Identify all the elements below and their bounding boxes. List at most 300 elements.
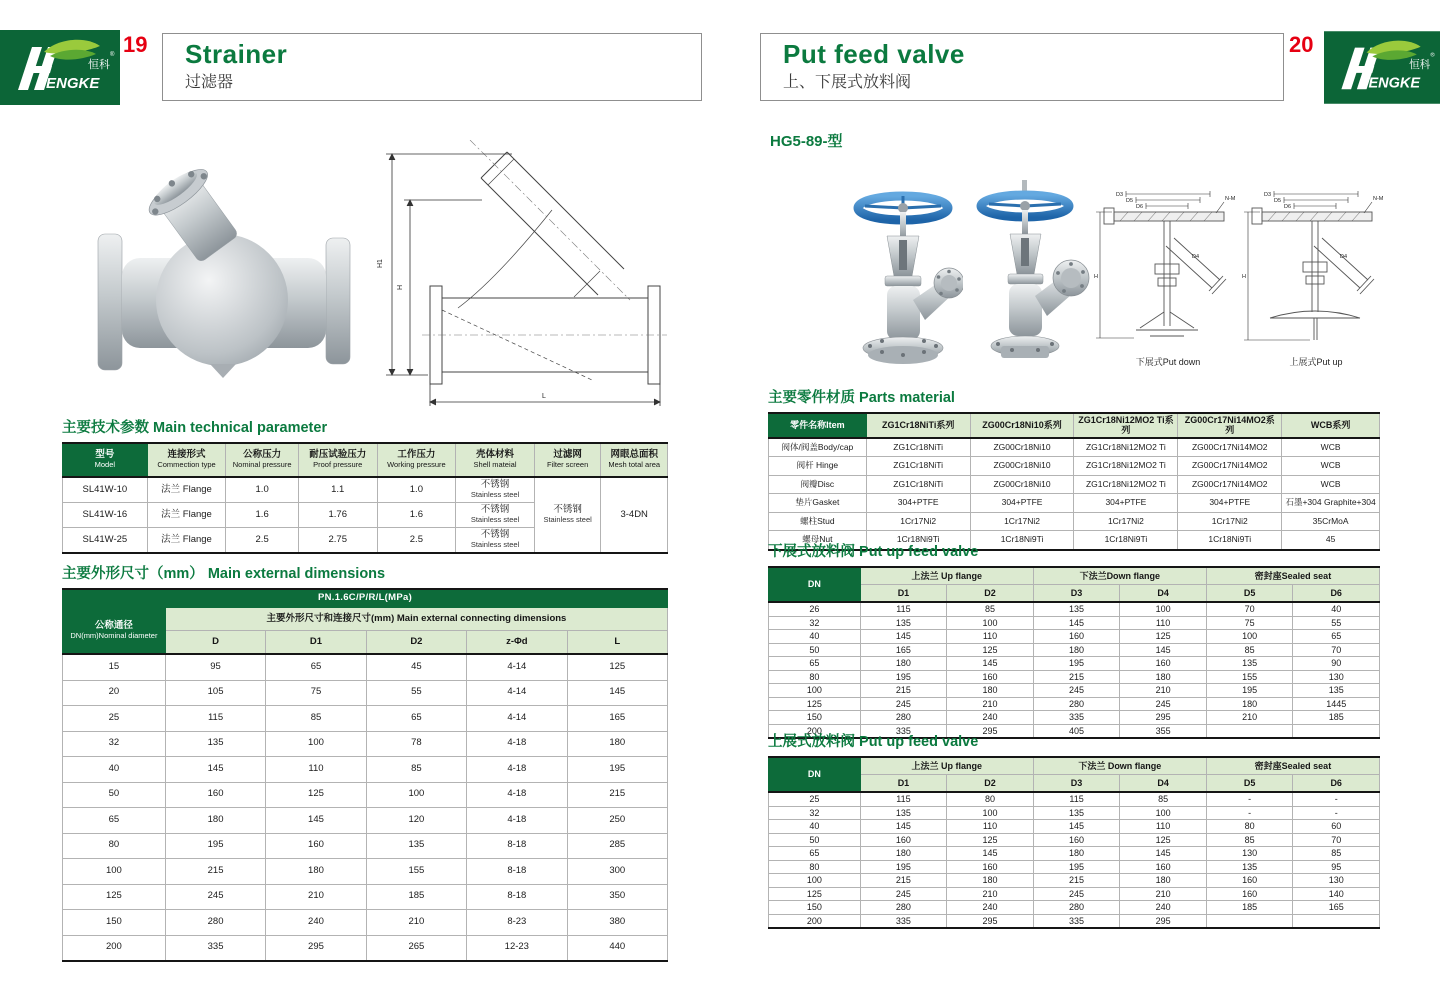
- cell: 210: [947, 887, 1034, 901]
- down-feed-table: [768, 566, 1380, 739]
- cell: 180: [266, 859, 366, 885]
- group-header: 密封座Sealed seat: [1206, 757, 1379, 775]
- table-row: [63, 910, 668, 936]
- brand-logo: [0, 30, 120, 105]
- cell: 210: [1206, 711, 1293, 725]
- cell: 304+PTFE: [970, 494, 1074, 513]
- up-feed-table: [768, 756, 1380, 929]
- cell: 85: [366, 757, 466, 783]
- dim-label: H: [1094, 274, 1098, 280]
- cell: 不锈钢 Stainless steel: [456, 503, 535, 528]
- table-row: [769, 670, 1380, 684]
- cell: 石墨+304 Graphite+304: [1282, 494, 1380, 513]
- cell: 15: [63, 654, 166, 680]
- cell: 165: [860, 643, 947, 657]
- cell: 100: [947, 806, 1034, 820]
- cell: 145: [567, 680, 667, 706]
- cell: 245: [1120, 697, 1207, 711]
- cell: 4-18: [467, 731, 567, 757]
- cell: 100: [1120, 602, 1207, 616]
- cell: 145: [947, 847, 1034, 861]
- page-number-left: 19: [123, 32, 148, 57]
- table-row: [769, 833, 1380, 847]
- column-header: 零件名称Item: [769, 413, 867, 438]
- cell: 350: [567, 884, 667, 910]
- section-external-dimensions: [62, 562, 668, 962]
- brand-cn: 恒科: [1409, 58, 1431, 71]
- cell: 245: [860, 697, 947, 711]
- cell: 不锈钢 Stainless steel: [534, 477, 601, 553]
- cell: 100: [266, 731, 366, 757]
- table-row: [63, 935, 668, 961]
- group-header: 主要外形尺寸和连接尺寸(mm) Main external connecting dimensions: [165, 608, 667, 631]
- cell: 32: [769, 616, 861, 630]
- cell: 180: [860, 847, 947, 861]
- cell: 105: [165, 680, 265, 706]
- cell: 145: [947, 657, 1034, 671]
- cell: ZG1Cr18NiTi: [866, 475, 970, 494]
- cell: WCB: [1282, 475, 1380, 494]
- cell: 304+PTFE: [1074, 494, 1178, 513]
- cell: [1293, 914, 1380, 928]
- table-row: [63, 782, 668, 808]
- cell: 2.5: [226, 528, 299, 554]
- cell: 80: [947, 792, 1034, 806]
- cell: 130: [1206, 847, 1293, 861]
- cell: 135: [860, 616, 947, 630]
- cell: 150: [769, 711, 861, 725]
- cell: 155: [366, 859, 466, 885]
- cell: 125: [769, 697, 861, 711]
- page-title-en: Put feed valve: [783, 39, 965, 69]
- cell: 1445: [1293, 697, 1380, 711]
- cell: 180: [947, 874, 1034, 888]
- cell: 78: [366, 731, 466, 757]
- cell: 195: [860, 670, 947, 684]
- column-header: WCB系列: [1282, 413, 1380, 438]
- cell: SL41W-25: [63, 528, 148, 554]
- cell: 180: [165, 808, 265, 834]
- cell: 160: [1120, 860, 1207, 874]
- cell: 2.5: [377, 528, 456, 554]
- cell: 1Cr17Ni2: [1074, 512, 1178, 531]
- cell: 65: [769, 657, 861, 671]
- cell: 280: [1033, 697, 1120, 711]
- cell: 65: [266, 654, 366, 680]
- cell: ZG00Cr17Ni14MO2: [1178, 438, 1282, 457]
- column-header: D6: [1293, 585, 1380, 603]
- cell: 110: [1120, 820, 1207, 834]
- cell: 130: [1293, 670, 1380, 684]
- cell: 85: [266, 706, 366, 732]
- column-header: 耐压试验压力 Proof pressure: [298, 443, 377, 477]
- cell: 阀杆 Hinge: [769, 457, 867, 476]
- brand-logo: [1324, 30, 1440, 105]
- brand-word: ENGKE: [1368, 75, 1421, 92]
- cell: 135: [165, 731, 265, 757]
- cell: 210: [947, 697, 1034, 711]
- table-row: [63, 706, 668, 732]
- cell: 8-23: [467, 910, 567, 936]
- registered-mark-icon: ®: [110, 52, 115, 58]
- table-row: [769, 684, 1380, 698]
- cell: 145: [266, 808, 366, 834]
- cell: 160: [947, 670, 1034, 684]
- cell: 295: [1120, 711, 1207, 725]
- table-row: [769, 914, 1380, 928]
- cell: 65: [63, 808, 166, 834]
- cell: 1.76: [298, 503, 377, 528]
- cell: 295: [947, 914, 1034, 928]
- cell: 不锈钢 Stainless steel: [456, 528, 535, 554]
- column-header: 过滤网 Filter screen: [534, 443, 601, 477]
- table-row: [769, 494, 1380, 513]
- cell: 100: [947, 616, 1034, 630]
- cell: 20: [63, 680, 166, 706]
- cell: 145: [1033, 820, 1120, 834]
- strainer-drawing: [362, 140, 677, 425]
- cell: 135: [1033, 806, 1120, 820]
- cell: 180: [947, 684, 1034, 698]
- cell: 110: [266, 757, 366, 783]
- cell: 法兰 Flange: [147, 477, 226, 503]
- valve-drawing-put-up: [1240, 186, 1392, 348]
- column-header: DN: [769, 757, 861, 792]
- column-header: D1: [860, 585, 947, 603]
- cell: 210: [266, 884, 366, 910]
- cell: 215: [1033, 874, 1120, 888]
- cell: 215: [860, 874, 947, 888]
- cell: 125: [947, 833, 1034, 847]
- cell: 65: [769, 847, 861, 861]
- dimensions-table: [62, 588, 668, 962]
- cell: 32: [769, 806, 861, 820]
- cell: 295: [1120, 914, 1207, 928]
- cell: 50: [769, 833, 861, 847]
- model-label: HG5-89-型: [770, 133, 843, 150]
- cell: 法兰 Flange: [147, 503, 226, 528]
- cell: 1Cr18Ni9Ti: [1178, 531, 1282, 550]
- cell: 110: [947, 820, 1034, 834]
- cell: 335: [860, 724, 947, 738]
- cell: 215: [860, 684, 947, 698]
- cell: ZG1Cr18NiTi: [866, 457, 970, 476]
- table-row: [769, 475, 1380, 494]
- cell: 150: [769, 901, 861, 915]
- cell: WCB: [1282, 438, 1380, 457]
- cell: 90: [1293, 657, 1380, 671]
- cell: 阀瓣Disc: [769, 475, 867, 494]
- cell: 100: [769, 874, 861, 888]
- cell: 135: [1206, 860, 1293, 874]
- cell: 145: [860, 820, 947, 834]
- valve-photo-put-up: [965, 178, 1090, 376]
- group-header: 上法兰 Up flange: [860, 567, 1033, 585]
- cell: 65: [1293, 630, 1380, 644]
- cell: 阀体/阀盖Body/cap: [769, 438, 867, 457]
- cell: 40: [769, 630, 861, 644]
- cell: 155: [1206, 670, 1293, 684]
- cell: 115: [860, 602, 947, 616]
- parts-material-table: [768, 412, 1380, 551]
- cell: 50: [63, 782, 166, 808]
- group-header: 下法兰Down flange: [1033, 567, 1206, 585]
- cell: 45: [366, 654, 466, 680]
- cell: 240: [947, 711, 1034, 725]
- cell: 160: [1120, 657, 1207, 671]
- table-row: [769, 806, 1380, 820]
- cell: 4-18: [467, 808, 567, 834]
- cell: SL41W-16: [63, 503, 148, 528]
- cell: 100: [1120, 806, 1207, 820]
- cell: ZG1Cr18NiTi: [866, 438, 970, 457]
- cell: 4-14: [467, 680, 567, 706]
- cell: 145: [1120, 847, 1207, 861]
- table-row: [769, 860, 1380, 874]
- cell: 法兰 Flange: [147, 528, 226, 554]
- cell: 245: [1033, 887, 1120, 901]
- cell: 125: [266, 782, 366, 808]
- cell: 80: [769, 670, 861, 684]
- cell: 65: [366, 706, 466, 732]
- cell: 160: [1033, 630, 1120, 644]
- valve-drawing-put-down: [1092, 186, 1244, 348]
- cell: 110: [947, 630, 1034, 644]
- cell: 130: [1293, 874, 1380, 888]
- column-header: D2: [947, 775, 1034, 793]
- column-header: z-Φd: [467, 631, 567, 655]
- column-header: ZG00Cr18Ni10系列: [970, 413, 1074, 438]
- table-row: [769, 602, 1380, 616]
- section-technical-parameter: [62, 416, 668, 554]
- cell: 85: [1206, 833, 1293, 847]
- cell: 26: [769, 602, 861, 616]
- cell: 185: [1293, 711, 1380, 725]
- dim-label-l: L: [542, 393, 546, 400]
- cell: 215: [165, 859, 265, 885]
- cell: 125: [63, 884, 166, 910]
- table-row: [769, 887, 1380, 901]
- drawing-caption: 下展式Put down: [1135, 357, 1201, 367]
- dim-label: D5: [1274, 198, 1282, 204]
- cell: 180: [1206, 697, 1293, 711]
- cell: 1Cr17Ni2: [1178, 512, 1282, 531]
- cell: 210: [366, 910, 466, 936]
- cell: 1.6: [226, 503, 299, 528]
- registered-mark-icon: ®: [1430, 52, 1435, 59]
- cell: 40: [769, 820, 861, 834]
- cell: 100: [1206, 630, 1293, 644]
- table-row: [63, 654, 668, 680]
- cell: 215: [1033, 670, 1120, 684]
- column-header: D5: [1206, 775, 1293, 793]
- cell: 135: [1033, 602, 1120, 616]
- cell: 145: [1120, 643, 1207, 657]
- cell: 1Cr18Ni9Ti: [970, 531, 1074, 550]
- brand-word: ENGKE: [46, 75, 100, 92]
- column-header: D1: [266, 631, 366, 655]
- dim-label: D3: [1116, 192, 1124, 198]
- table-row: [769, 657, 1380, 671]
- cell: 180: [1120, 874, 1207, 888]
- cell: 215: [567, 782, 667, 808]
- cell: 1Cr18Ni9Ti: [866, 531, 970, 550]
- cell: 440: [567, 935, 667, 961]
- section-title: [768, 540, 1380, 561]
- cell: 280: [165, 910, 265, 936]
- tech-table: [62, 442, 668, 554]
- section-title: [768, 386, 1380, 407]
- dim-label-h1: H1: [377, 259, 384, 268]
- cell: 210: [1120, 684, 1207, 698]
- table-row: [769, 874, 1380, 888]
- column-header: ZG1Cr18Ni12MO2 Ti系列: [1074, 413, 1178, 438]
- page-number-right: 20: [1289, 32, 1314, 57]
- column-header: 连接形式 Commection type: [147, 443, 226, 477]
- cell: 8-18: [467, 833, 567, 859]
- cell: 135: [366, 833, 466, 859]
- cell: 25: [769, 792, 861, 806]
- cell: 240: [266, 910, 366, 936]
- dim-label: D6: [1136, 204, 1144, 210]
- section-down-feed-valve: [768, 540, 1380, 739]
- cell: 160: [266, 833, 366, 859]
- cell: 1.1: [298, 477, 377, 503]
- cell: 85: [1293, 847, 1380, 861]
- column-header: 公称压力 Nominal pressure: [226, 443, 299, 477]
- section-title-en: Parts material: [859, 390, 955, 406]
- table-row: [63, 757, 668, 783]
- cell: 295: [266, 935, 366, 961]
- drawing-caption: 上展式Put up: [1289, 357, 1343, 367]
- group-header: 下法兰 Down flange: [1033, 757, 1206, 775]
- section-title-en: Main external dimensions: [207, 566, 386, 582]
- dim-label: D3: [1264, 192, 1272, 198]
- column-header: 壳体材料 Shell mateial: [456, 443, 535, 477]
- page-title-box-left: [162, 33, 702, 101]
- cell: 8-18: [467, 859, 567, 885]
- dim-label: D4: [1192, 254, 1200, 260]
- table-row: [63, 680, 668, 706]
- valve-drawing-put-down-wrap: [1092, 186, 1244, 368]
- cell: 195: [1206, 684, 1293, 698]
- cell: 210: [1120, 887, 1207, 901]
- cell: 280: [1033, 901, 1120, 915]
- strainer-photo: [92, 150, 357, 405]
- cell: 70: [1206, 602, 1293, 616]
- cell: 135: [860, 806, 947, 820]
- cell: 12-23: [467, 935, 567, 961]
- cell: 160: [947, 860, 1034, 874]
- cell: 55: [1293, 616, 1380, 630]
- column-header: D3: [1033, 585, 1120, 603]
- section-parts-material: [768, 386, 1380, 551]
- page-title-en: Strainer: [185, 39, 288, 69]
- cell: 1Cr17Ni2: [866, 512, 970, 531]
- cell: 300: [567, 859, 667, 885]
- column-header: 公称通径 DN(mm)Nominal diameter: [63, 608, 166, 655]
- cell: 165: [1293, 901, 1380, 915]
- cell: 4-14: [467, 706, 567, 732]
- column-header: ZG00Cr17Ni14MO2系列: [1178, 413, 1282, 438]
- cell: 100: [769, 684, 861, 698]
- cell: 110: [1120, 616, 1207, 630]
- cell: 304+PTFE: [866, 494, 970, 513]
- cell: ZG00Cr18Ni10: [970, 475, 1074, 494]
- cell: 80: [769, 860, 861, 874]
- section-title-cn: 下展式放料阀: [768, 544, 855, 560]
- cell: 180: [860, 657, 947, 671]
- table-row: [63, 859, 668, 885]
- table-row: [769, 643, 1380, 657]
- section-title-en: Put up feed valve: [859, 544, 979, 560]
- cell: 245: [1033, 684, 1120, 698]
- cell: -: [1293, 792, 1380, 806]
- cell: 40: [63, 757, 166, 783]
- section-title-en: Main technical parameter: [153, 420, 328, 436]
- cell: 160: [1033, 833, 1120, 847]
- cell: 180: [567, 731, 667, 757]
- cell: 245: [860, 887, 947, 901]
- cell: 245: [165, 884, 265, 910]
- cell: ZG1Cr18Ni12MO2 Ti: [1074, 457, 1178, 476]
- cell: 380: [567, 910, 667, 936]
- table-row: [63, 808, 668, 834]
- cell: ZG00Cr18Ni10: [970, 457, 1074, 476]
- cell: 55: [366, 680, 466, 706]
- table-row: [769, 792, 1380, 806]
- cell: 135: [1293, 684, 1380, 698]
- cell: 250: [567, 808, 667, 834]
- cell: 125: [1120, 833, 1207, 847]
- table-row: [769, 438, 1380, 457]
- cell: 35CrMoA: [1282, 512, 1380, 531]
- cell: 80: [1206, 820, 1293, 834]
- cell: 135: [1206, 657, 1293, 671]
- cell: 145: [165, 757, 265, 783]
- cell: 195: [860, 860, 947, 874]
- table-row: [63, 884, 668, 910]
- cell: 280: [860, 901, 947, 915]
- dim-label: H: [1242, 274, 1246, 280]
- cell: 160: [860, 833, 947, 847]
- cell: 125: [947, 643, 1034, 657]
- column-header: DN: [769, 567, 861, 602]
- cell: 70: [1293, 643, 1380, 657]
- cell: 100: [63, 859, 166, 885]
- table-row: [769, 711, 1380, 725]
- column-header: D4: [1120, 775, 1207, 793]
- cell: SL41W-10: [63, 477, 148, 503]
- cell: 200: [769, 724, 861, 738]
- cell: 125: [567, 654, 667, 680]
- cell: 1Cr17Ni2: [970, 512, 1074, 531]
- column-header: 网眼总面积 Mesh total area: [601, 443, 668, 477]
- cell: 4-18: [467, 757, 567, 783]
- cell: 335: [1033, 711, 1120, 725]
- cell: 3-4DN: [601, 477, 668, 553]
- cell: 145: [860, 630, 947, 644]
- table-row: [769, 697, 1380, 711]
- column-header: D4: [1120, 585, 1207, 603]
- section-up-feed-valve: [768, 730, 1380, 929]
- cell: 125: [769, 887, 861, 901]
- table-row: [63, 833, 668, 859]
- cell: ZG00Cr17Ni14MO2: [1178, 475, 1282, 494]
- cell: 335: [165, 935, 265, 961]
- cell: 45: [1282, 531, 1380, 550]
- cell: 200: [769, 914, 861, 928]
